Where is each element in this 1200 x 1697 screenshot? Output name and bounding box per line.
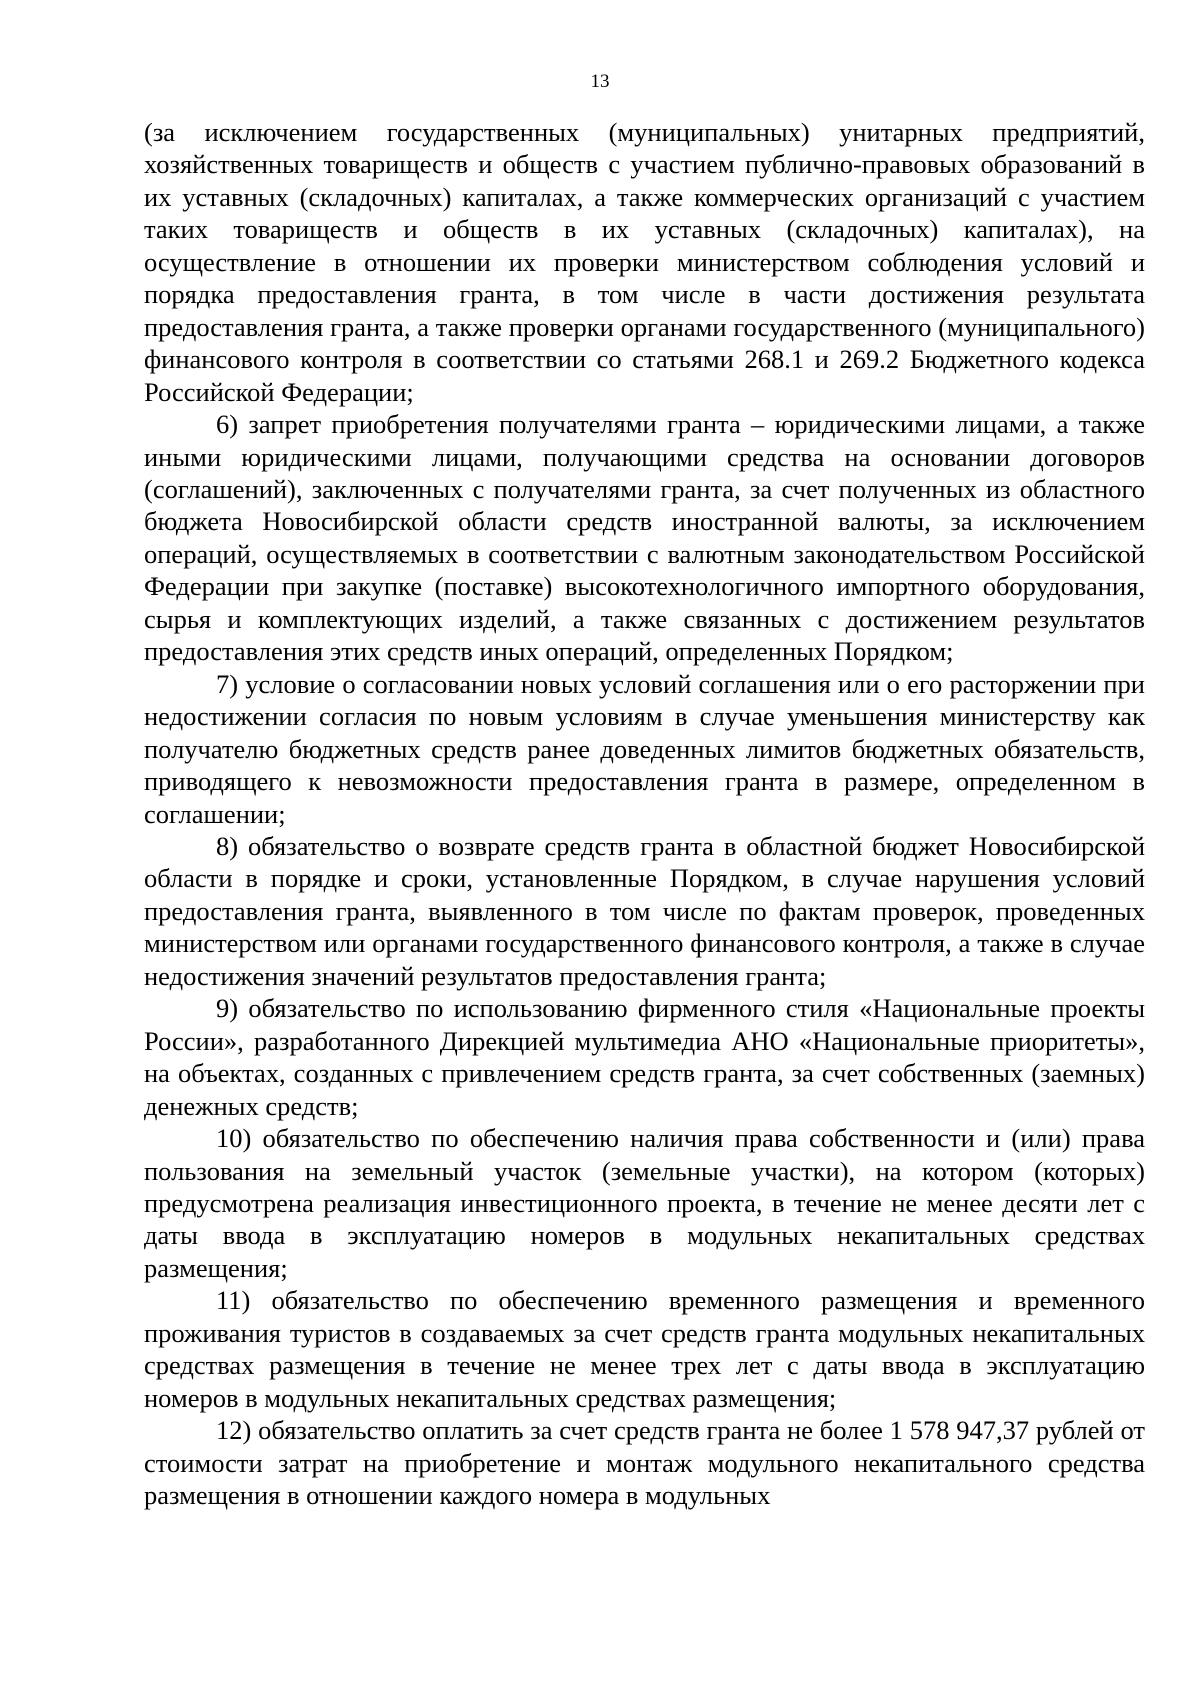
paragraph-item-6: 6) запрет приобретения получателями гранта – юридическими лицами, а также иными юридическими лицами, получающими средства на основании договоров (соглашений), заключенных с получателями гранта, за счет полученных из областного бюджета Новосибирской области средств иностранной валюты, за исключением операций, осуществляемых в соответствии с валютным законодательством Российской Федерации при закупке (поставке) высокотехнологичного импортного оборудования, сырья и комплектующих изделий, а также связанных с достижением результатов предоставления этих средств иных операций, определенных Порядком; <box>144 409 1145 667</box>
paragraph-item-7: 7) условие о согласовании новых условий соглашения или о его расторжении при недостижении согласия по новым условиям в случае уменьшения министерству как получателю бюджетных средств ранее доведенных лимитов бюджетных обязательств, приводящего к невозможности предоставления гранта в размере, определенном в соглашении; <box>144 668 1145 829</box>
paragraph-item-12: 12) обязательство оплатить за счет средств гранта не более 1 578 947,37 рублей от стоимости затрат на приобретение и монтаж модульного некапитального средства размещения в отношении каждого номера в модульных <box>144 1415 1145 1511</box>
page-number: 13 <box>590 71 610 92</box>
paragraph-item-11: 11) обязательство по обеспечению временного размещения и временного проживания туристов в создаваемых за счет средств гранта модульных некапитальных средствах размещения в течение не менее трех лет с даты ввода в эксплуатацию номеров в модульных некапитальных средствах размещения; <box>144 1285 1145 1413</box>
document-body <box>144 116 1145 1511</box>
paragraph-item-9: 9) обязательство по использованию фирменного стиля «Национальные проекты России», разработанного Дирекцией мультимедиа АНО «Национальные приоритеты», на объектах, созданных с привлечением средств гранта, за счет собственных (заемных) денежных средств; <box>144 993 1145 1121</box>
paragraph-item-10: 10) обязательство по обеспечению наличия права собственности и (или) права пользования на земельный участок (земельные участки), на котором (которых) предусмотрена реализация инвестиционного проекта, в течение не менее десяти лет с даты ввода в эксплуатацию номеров в модульных некапитальных средствах размещения; <box>144 1123 1145 1283</box>
paragraph-continuation: (за исключением государственных (муниципальных) унитарных предприятий, хозяйственных товариществ и обществ с участием публично-правовых образований в их уставных (складочных) капиталах, а также коммерческих организаций с участием таких товариществ и обществ в их уставных (складочных) капиталах), на осуществление в отношении их проверки министерством соблюдения условий и порядка предоставления гранта, в том числе в части достижения результата предоставления гранта, а также проверки органами государственного (муниципального) финансового контроля в соответствии со статьями 268.1 и 269.2 Бюджетного кодекса Российской Федерации; <box>144 117 1145 407</box>
paragraph-item-8: 8) обязательство о возврате средств гранта в областной бюджет Новосибирской области в порядке и сроки, установленные Порядком, в случае нарушения условий предоставления гранта, выявленного в том числе по фактам проверок, проведенных министерством или органами государственного финансового контроля, а также в случае недостижения значений результатов предоставления гранта; <box>144 830 1145 991</box>
